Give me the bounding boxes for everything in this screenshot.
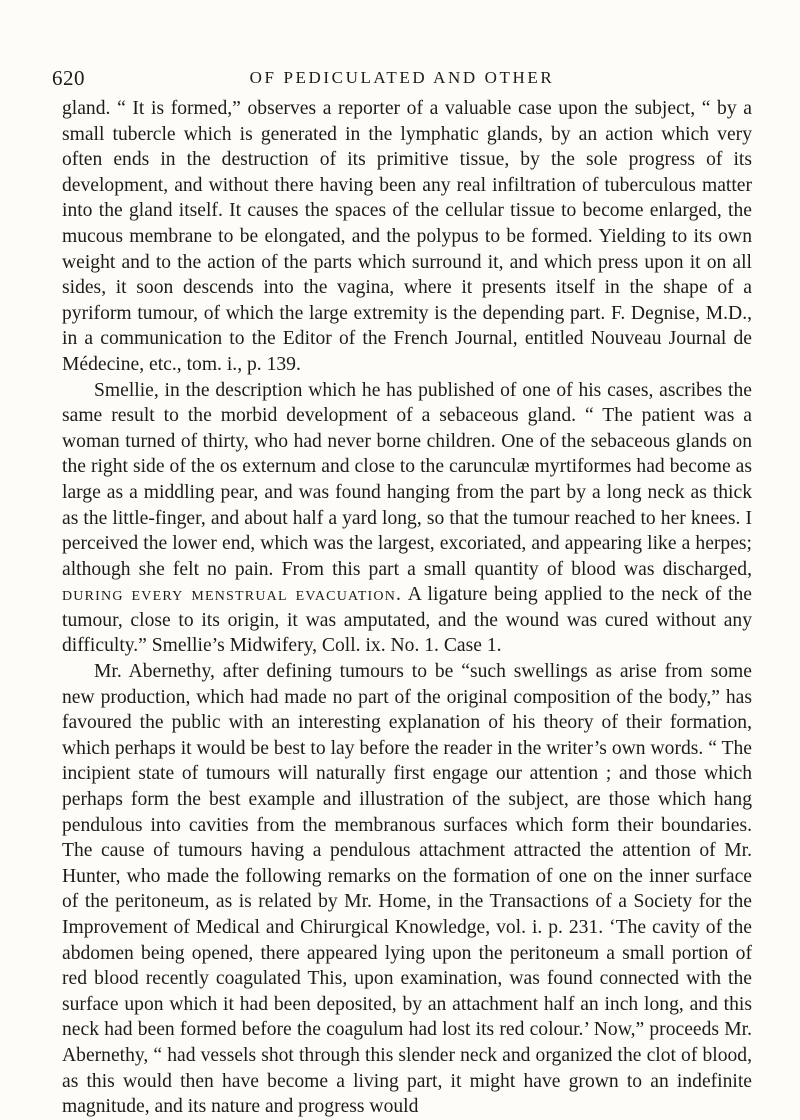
page-header [52,66,752,96]
paragraph-2-text-start: Smellie, in the description which he has published of one of his cases, ascribes the same result to the morbid development of a sebaceous gland. “ The patient was a woman turned of thirty, who had never borne children. One of the sebaceous glands on the right side of the os externum and close to the carunculæ myrtiformes had become as large as a middling pear, and was found hanging from the part by a long neck as thick as the little-finger, and about half a yard long, so that the tumour reached to her knees. I perceived the lower end, which was the largest, excoriated, and appearing like a herpes; although she felt no pain. From this part a small quantity of blood was discharged, [62,379,752,580]
page-number: 620 [52,66,85,90]
paragraph-2 [62,378,752,660]
paragraph-3: Mr. Abernethy, after defining tumours to be “such swellings as arise from some new production, which had made no part of the original composition of the body,” has favoured the public with an interesting explanation of his theory of their formation, which perhaps it would be best to lay before the reader in the writer’s own words. “ The incipient state of tumours will naturally first engage our attention ; and those which perhaps form the best example and illustration of the subject, are those which hang pendulous into cavities from the membranous surfaces which form their boundaries. The cause of tumours having a pendulous attachment attracted the attention of Mr. Hunter, who made the following remarks on the formation of one on the inner surface of the peritoneum, as is related by Mr. Home, in the Transactions of a Society for the Improvement of Medical and Chirurgical Knowledge, vol. i. p. 231. ‘The cavity of the abdomen being opened, there appeared lying upon the peritoneum a small portion of red blood recently coagulated This, upon examination, was found connected with the surface upon which it had been deposited, by an attachment half an inch long, and this neck had been formed before the coagulum had lost its red colour.’ Now,” proceeds Mr. Abernethy, “ had vessels shot through this slender neck and organized the clot of blood, as this would then have become a living part, it might have grown to an indefinite magnitude, and its nature and progress would [62,661,752,1118]
running-head: OF PEDICULATED AND OTHER [249,68,555,87]
small-caps-phrase: during every menstrual evacuation. [62,584,403,606]
body-text [62,96,752,1120]
paragraph-2-text-end: A ligature being applied to the neck of the tumour, close to its origin, it was amputated, and the wound was cured without any difficulty.” Smellie’s Midwifery, Coll. ix. No. 1. Case 1. [62,584,752,657]
paragraph-1: gland. “ It is formed,” observes a reporter of a valuable case upon the subject, “ by a small tubercle which is generated in the lymphatic glands, by an action which very often ends in the destruction of its primitive tissue, by the sole progress of its development, and without there having been any real infiltration of tuberculous matter into the gland itself. It causes the spaces of the cellular tissue to become enlarged, the mucous membrane to be elongated, and the polypus to be formed. Yielding to its own weight and to the action of the parts which surround it, and which press upon it on all sides, it soon descends into the vagina, where it presents itself in the shape of a pyriform tumour, of which the large extremity is the depending part. F. Degnise, M.D., in a communication to the Editor of the French Journal, entitled Nouveau Journal de Médecine, etc., tom. i., p. 139. [62,98,752,375]
